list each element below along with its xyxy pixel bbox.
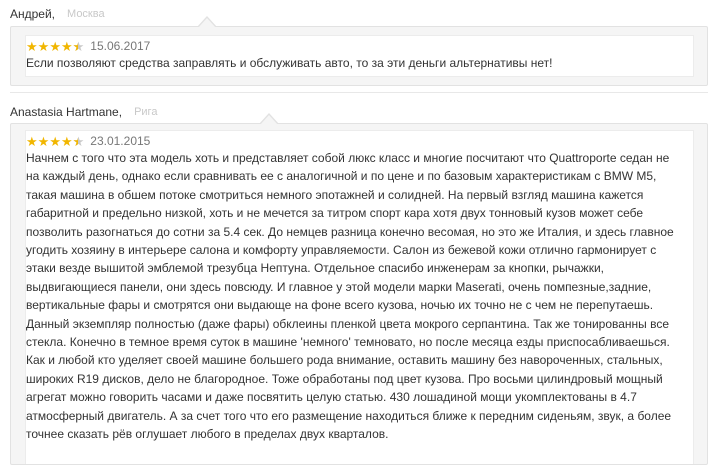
rating-stars [26, 40, 84, 53]
review-author [10, 4, 105, 24]
review-divider [10, 92, 708, 93]
star-icon: ★ [37, 38, 50, 54]
review-date: 23.01.2015 [90, 134, 151, 148]
review-date: 15.06.2017 [90, 39, 151, 53]
half-star-icon: ★ ★ [73, 135, 85, 148]
review-bubble [10, 26, 708, 86]
rating-stars [26, 135, 84, 148]
review-text: Если позволяют средства заправлять и обслуживать авто, то за эти деньги альтернативы нет! [26, 56, 553, 70]
author-name: Андрей, [10, 7, 56, 21]
star-icon: ★ [37, 133, 50, 149]
star-icon: ★ [49, 133, 61, 149]
review-bubble [10, 123, 708, 465]
review-text: Начнем с того что эта модель хоть и представляет собой люкс класс и многие посчитают что Quattroporte седан не на каждый день, однако если сравнивать ее с аналогичной и по цене и по базовым характеристикам с BMW M5, такая машина в обшем потоке смотриться немного эпотажней и солидней. На первый взгляд машина кажется габаритной и предельно низкой, хоть и не мечется за титром спорт кара хотя двух тонновый кузов может себе позволить разогнаться до сотни за 5.4 сек. До немцев разница конечно весомая, но это же Италия, и здесь главное угодить хозяину в интерьере салона и комфорту управляемости. Салон из бежевой кожи отлично гармонирует с этаки везде вышитой эмблемой трезубца Нептуна. Отдельное спасибо инженерам за кнопки, рычажки, выдвигающиеся панели, они здесь повсюду. И главное у этой модели марки Maserati, очень помпезные,задние, вертикальные фары и смотрятся они выдающе на фоне всего кузова, ночью их точно не с чем не перепутаешь. Данный экземпляр полностью (даже фары) обклеины пленкой цвета мокрого серпантина. Так же тонированны все стекла. Конечно в темное время суток в машине 'немного' темновато, но после месяца езды приспосабливаешься. Как и любой кто уделяет своей машине большего рода внимание, оставить машину без навороченных, стальных, широких R19 дисков, дело не благородное. Тоже обработаны под цвет кузова. Про восьми цилиндровый мощный агрегат можно говорить часами и даже посвятить целую статью. 430 лошадиной мощи укомплектованы в 4.7 атмосферный двигатель. А за счет того что его размещение находиться ближе к передним сиденьям, звук, а более точнее сказать рёв оглушает любого в пределах двух кварталов. [26, 151, 674, 442]
review-card [0, 0, 711, 92]
author-city: Рига [134, 106, 158, 118]
half-star-icon: ★ ★ [73, 40, 85, 53]
star-icon: ★ [49, 38, 61, 54]
star-icon: ★ [26, 133, 38, 149]
review-card [0, 96, 711, 456]
author-name: Anastasia Hartmane, [10, 105, 123, 119]
star-icon: ★ [60, 133, 73, 149]
review-author [10, 102, 157, 122]
author-city: Москва [67, 8, 105, 20]
review-body [25, 130, 694, 464]
star-icon: ★ [26, 38, 38, 54]
star-icon: ★ [60, 38, 73, 54]
review-body [25, 35, 694, 77]
